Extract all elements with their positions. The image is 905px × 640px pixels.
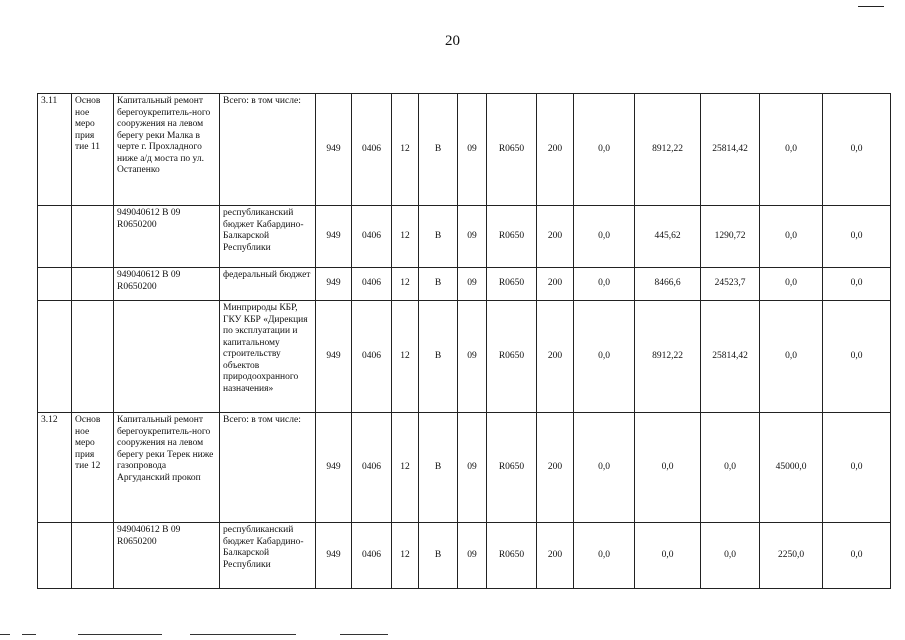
direction-code: R0650 bbox=[487, 268, 537, 301]
expense-type-code: 200 bbox=[537, 206, 574, 268]
amount-year-1: 0,0 bbox=[574, 206, 635, 268]
measure-code: 09 bbox=[458, 206, 487, 268]
measure-name: 949040612 В 09 R0650200 bbox=[114, 523, 220, 589]
amount-year-4: 0,0 bbox=[760, 268, 823, 301]
program-code: 12 bbox=[392, 523, 419, 589]
measure-type bbox=[72, 206, 114, 268]
table-row bbox=[38, 268, 891, 301]
measure-name: 949040612 В 09 R0650200 bbox=[114, 206, 220, 268]
footer-rule bbox=[22, 634, 36, 635]
direction-code: R0650 bbox=[487, 523, 537, 589]
subprogram-code: В bbox=[419, 206, 458, 268]
table-row bbox=[38, 94, 891, 206]
row-number bbox=[38, 268, 72, 301]
amount-year-2: 445,62 bbox=[635, 206, 701, 268]
direction-code: R0650 bbox=[487, 94, 537, 206]
subprogram-code: В bbox=[419, 523, 458, 589]
footer-rule bbox=[78, 634, 162, 635]
amount-year-4: 0,0 bbox=[760, 301, 823, 413]
direction-code: R0650 bbox=[487, 413, 537, 523]
measure-name: Капитальный ремонт берегоукрепитель-ного сооружения на левом берегу реки Малка в черте г. Прохладного ниже а/д моста по ул. Остапенко bbox=[114, 94, 220, 206]
funding-source: федеральный бюджет bbox=[220, 268, 316, 301]
subprogram-code: В bbox=[419, 94, 458, 206]
amount-year-2: 8912,22 bbox=[635, 94, 701, 206]
amount-year-3: 0,0 bbox=[701, 413, 760, 523]
amount-year-3: 0,0 bbox=[701, 523, 760, 589]
expense-type-code: 200 bbox=[537, 94, 574, 206]
section-code: 0406 bbox=[352, 301, 392, 413]
budget-table bbox=[37, 93, 891, 589]
expense-type-code: 200 bbox=[537, 301, 574, 413]
direction-code: R0650 bbox=[487, 206, 537, 268]
measure-type: Основ ное меро прия тие 11 bbox=[72, 94, 114, 206]
amount-year-4: 0,0 bbox=[760, 94, 823, 206]
program-code: 12 bbox=[392, 413, 419, 523]
amount-year-3: 1290,72 bbox=[701, 206, 760, 268]
row-number bbox=[38, 301, 72, 413]
measure-name bbox=[114, 301, 220, 413]
table-row bbox=[38, 523, 891, 589]
amount-year-1: 0,0 bbox=[574, 94, 635, 206]
measure-name: Капитальный ремонт берегоукрепитель-ного сооружения на левом берегу реки Терек ниже газопровода Аргуданский прокоп bbox=[114, 413, 220, 523]
section-code: 0406 bbox=[352, 523, 392, 589]
amount-year-2: 0,0 bbox=[635, 413, 701, 523]
row-number bbox=[38, 523, 72, 589]
funding-source: республиканский бюджет Кабардино-Балкарской Республики bbox=[220, 523, 316, 589]
amount-year-5: 0,0 bbox=[823, 301, 891, 413]
funding-source: Всего: в том числе: bbox=[220, 94, 316, 206]
measure-type bbox=[72, 301, 114, 413]
measure-code: 09 bbox=[458, 268, 487, 301]
measure-code: 09 bbox=[458, 301, 487, 413]
measure-name: 949040612 В 09 R0650200 bbox=[114, 268, 220, 301]
section-code: 0406 bbox=[352, 94, 392, 206]
measure-type: Основ ное меро прия тие 12 bbox=[72, 413, 114, 523]
section-code: 0406 bbox=[352, 268, 392, 301]
amount-year-3: 25814,42 bbox=[701, 301, 760, 413]
amount-year-5: 0,0 bbox=[823, 523, 891, 589]
funding-source: Минприроды КБР, ГКУ КБР «Дирекция по эксплуатации и капитальному строительству объектов природоохранного назначения» bbox=[220, 301, 316, 413]
program-code: 12 bbox=[392, 206, 419, 268]
subprogram-code: В bbox=[419, 413, 458, 523]
table-row bbox=[38, 301, 891, 413]
measure-type bbox=[72, 268, 114, 301]
amount-year-5: 0,0 bbox=[823, 268, 891, 301]
section-code: 0406 bbox=[352, 206, 392, 268]
amount-year-2: 8912,22 bbox=[635, 301, 701, 413]
page-number: 20 bbox=[445, 33, 460, 49]
program-code: 12 bbox=[392, 301, 419, 413]
program-code: 12 bbox=[392, 94, 419, 206]
amount-year-1: 0,0 bbox=[574, 523, 635, 589]
table-row bbox=[38, 206, 891, 268]
amount-year-5: 0,0 bbox=[823, 206, 891, 268]
amount-year-1: 0,0 bbox=[574, 413, 635, 523]
amount-year-2: 8466,6 bbox=[635, 268, 701, 301]
row-number: 3.11 bbox=[38, 94, 72, 206]
amount-year-1: 0,0 bbox=[574, 268, 635, 301]
grbs-code: 949 bbox=[316, 413, 352, 523]
footer-rule bbox=[340, 634, 388, 635]
measure-code: 09 bbox=[458, 413, 487, 523]
amount-year-2: 0,0 bbox=[635, 523, 701, 589]
amount-year-4: 0,0 bbox=[760, 206, 823, 268]
expense-type-code: 200 bbox=[537, 523, 574, 589]
funding-source: Всего: в том числе: bbox=[220, 413, 316, 523]
amount-year-3: 24523,7 bbox=[701, 268, 760, 301]
amount-year-4: 45000,0 bbox=[760, 413, 823, 523]
footer-rule bbox=[0, 634, 10, 635]
direction-code: R0650 bbox=[487, 301, 537, 413]
subprogram-code: В bbox=[419, 301, 458, 413]
grbs-code: 949 bbox=[316, 206, 352, 268]
header-rule bbox=[858, 6, 884, 7]
grbs-code: 949 bbox=[316, 301, 352, 413]
row-number: 3.12 bbox=[38, 413, 72, 523]
section-code: 0406 bbox=[352, 413, 392, 523]
amount-year-3: 25814,42 bbox=[701, 94, 760, 206]
grbs-code: 949 bbox=[316, 94, 352, 206]
expense-type-code: 200 bbox=[537, 413, 574, 523]
subprogram-code: В bbox=[419, 268, 458, 301]
funding-source: республиканский бюджет Кабардино-Балкарской Республики bbox=[220, 206, 316, 268]
row-number bbox=[38, 206, 72, 268]
amount-year-4: 2250,0 bbox=[760, 523, 823, 589]
table-row bbox=[38, 413, 891, 523]
expense-type-code: 200 bbox=[537, 268, 574, 301]
amount-year-5: 0,0 bbox=[823, 413, 891, 523]
footer-rule bbox=[190, 634, 296, 635]
measure-code: 09 bbox=[458, 94, 487, 206]
measure-type bbox=[72, 523, 114, 589]
amount-year-5: 0,0 bbox=[823, 94, 891, 206]
measure-code: 09 bbox=[458, 523, 487, 589]
grbs-code: 949 bbox=[316, 268, 352, 301]
grbs-code: 949 bbox=[316, 523, 352, 589]
amount-year-1: 0,0 bbox=[574, 301, 635, 413]
program-code: 12 bbox=[392, 268, 419, 301]
